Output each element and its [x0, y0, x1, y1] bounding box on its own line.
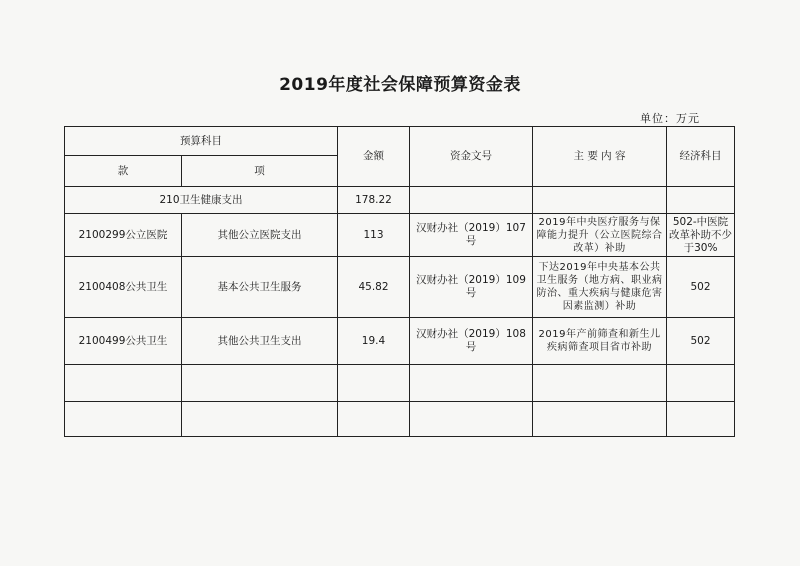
empty-cell: [338, 365, 410, 402]
row-xiang: 其他公立医院支出: [182, 214, 338, 257]
header-doc-no: 资金文号: [410, 127, 533, 187]
row-kuan: 2100408公共卫生: [65, 257, 182, 318]
row-amount: 45.82: [338, 257, 410, 318]
header-xiang: 项: [182, 156, 338, 187]
subtotal-amount: 178.22: [338, 187, 410, 214]
empty-cell: [533, 402, 667, 437]
row-xiang: 其他公共卫生支出: [182, 318, 338, 365]
table-row: [65, 318, 735, 365]
page-title: 2019年度社会保障预算资金表: [279, 75, 521, 95]
subtotal-label: 210卫生健康支出: [65, 187, 338, 214]
row-doc-no: 汉财办社（2019）108号: [410, 318, 533, 365]
subtotal-row: [65, 187, 735, 214]
row-econ: 502: [667, 257, 735, 318]
row-econ: 502-中医院改革补助不少于30%: [667, 214, 735, 257]
empty-cell: [182, 365, 338, 402]
empty-cell: [410, 365, 533, 402]
unit-label: 单位：万元: [640, 112, 700, 125]
header-amount: 金额: [338, 127, 410, 187]
row-kuan: 2100499公共卫生: [65, 318, 182, 365]
row-content: 2019年中央医疗服务与保障能力提升（公立医院综合改革）补助: [533, 214, 667, 257]
empty-cell: [65, 365, 182, 402]
empty-cell: [410, 402, 533, 437]
empty-cell: [410, 187, 533, 214]
header-content: 主 要 内 容: [533, 127, 667, 187]
budget-table: [64, 126, 735, 437]
empty-cell: [182, 402, 338, 437]
empty-cell: [667, 402, 735, 437]
header-budget-subject: 预算科目: [65, 127, 338, 156]
empty-cell: [667, 187, 735, 214]
header-row-1: [65, 127, 735, 156]
table-row: [65, 257, 735, 318]
row-econ: 502: [667, 318, 735, 365]
header-econ-subject: 经济科目: [667, 127, 735, 187]
empty-row: [65, 402, 735, 437]
table-row: [65, 214, 735, 257]
header-kuan: 款: [65, 156, 182, 187]
empty-cell: [533, 365, 667, 402]
row-xiang: 基本公共卫生服务: [182, 257, 338, 318]
empty-row: [65, 365, 735, 402]
row-doc-no: 汉财办社（2019）107号: [410, 214, 533, 257]
row-content: 下达2019年中央基本公共卫生服务（地方病、职业病防治、重大疾病与健康危害因素监测）补助: [533, 257, 667, 318]
row-amount: 19.4: [338, 318, 410, 365]
empty-cell: [667, 365, 735, 402]
row-content: 2019年产前筛查和新生儿疾病筛查项目省市补助: [533, 318, 667, 365]
empty-cell: [533, 187, 667, 214]
empty-cell: [338, 402, 410, 437]
row-amount: 113: [338, 214, 410, 257]
row-kuan: 2100299公立医院: [65, 214, 182, 257]
empty-cell: [65, 402, 182, 437]
row-doc-no: 汉财办社（2019）109号: [410, 257, 533, 318]
